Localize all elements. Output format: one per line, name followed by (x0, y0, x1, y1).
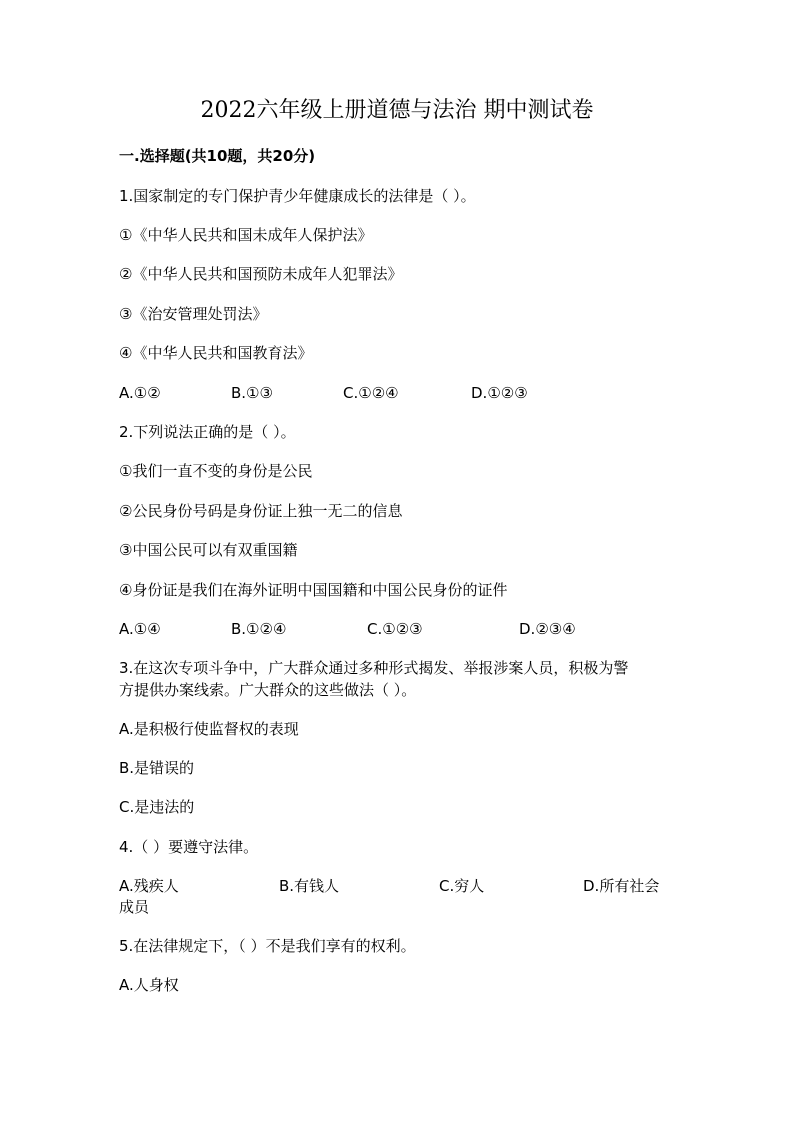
question-2-option-d: D.②③④ (519, 620, 576, 638)
question-1-option-b: B.①③ (231, 384, 273, 402)
question-4-option-c: C.穷人 (439, 877, 485, 895)
question-1-option-c: C.①②④ (343, 384, 399, 402)
question-3-stem-line-2: 方提供办案线索。广大群众的这些做法（ ）。 (119, 681, 417, 699)
question-2-stem: 2.下列说法正确的是（ ）。 (119, 423, 296, 441)
question-5-option-a: A.人身权 (119, 976, 179, 994)
question-1-item-3: ③《治安管理处罚法》 (119, 305, 268, 323)
question-1-item-1: ①《中华人民共和国未成年人保护法》 (119, 226, 373, 244)
question-1-stem: 1.国家制定的专门保护青少年健康成长的法律是（ ）。 (119, 187, 476, 205)
question-2-option-a: A.①④ (119, 620, 161, 638)
question-5-stem: 5.在法律规定下，（ ）不是我们享有的权利。 (119, 937, 416, 955)
question-4-option-d-continued: 成员 (119, 898, 150, 916)
question-1-option-a: A.①② (119, 384, 161, 402)
question-2-item-3: ③中国公民可以有双重国籍 (119, 541, 298, 559)
question-2-option-c: C.①②③ (367, 620, 423, 638)
question-2-item-1: ①我们一直不变的身份是公民 (119, 462, 313, 480)
question-2-option-b: B.①②④ (231, 620, 287, 638)
question-1-item-2: ②《中华人民共和国预防未成年人犯罪法》 (119, 265, 403, 283)
question-4-option-d: D.所有社会 (583, 877, 660, 895)
question-1-option-d: D.①②③ (471, 384, 528, 402)
question-4-stem: 4.（ ）要遵守法律。 (119, 838, 259, 856)
question-4-option-a: A.残疾人 (119, 877, 179, 895)
question-2-item-4: ④身份证是我们在海外证明中国国籍和中国公民身份的证件 (119, 581, 508, 599)
question-3-option-c: C.是违法的 (119, 798, 195, 816)
question-3-stem-line-1: 3.在这次专项斗争中，广大群众通过多种形式揭发、举报涉案人员，积极为警 (119, 659, 629, 677)
question-1-item-4: ④《中华人民共和国教育法》 (119, 344, 313, 362)
section-heading: 一.选择题(共10题，共20分) (119, 147, 316, 165)
question-4-option-b: B.有钱人 (279, 877, 340, 895)
question-2-item-2: ②公民身份号码是身份证上独一无二的信息 (119, 502, 403, 520)
question-3-option-b: B.是错误的 (119, 759, 195, 777)
question-3-option-a: A.是积极行使监督权的表现 (119, 720, 299, 738)
exam-title: 2022六年级上册道德与法治 期中测试卷 (200, 98, 594, 123)
